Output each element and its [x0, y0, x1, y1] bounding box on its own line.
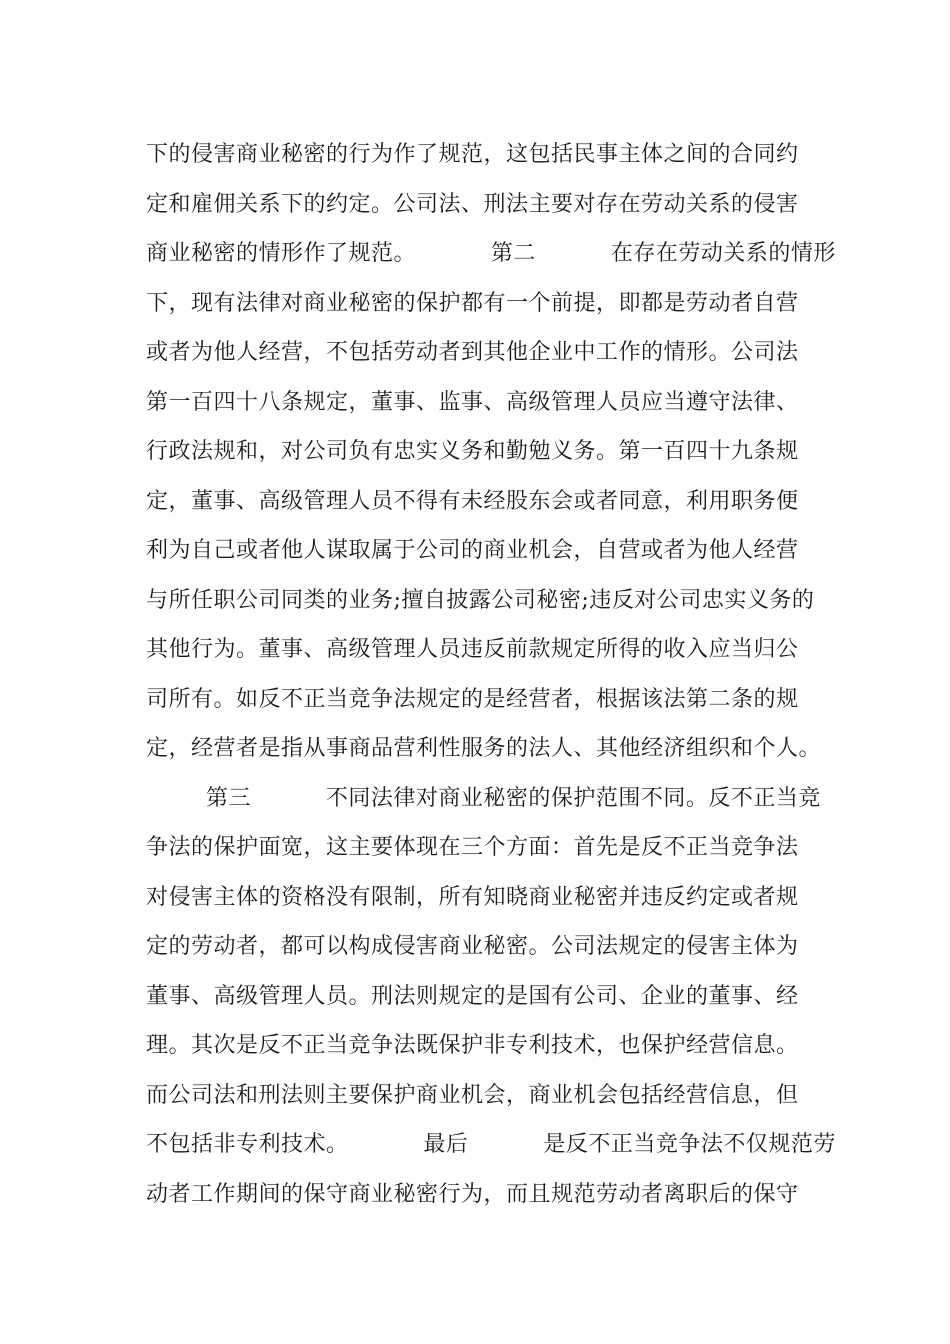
body-text — [146, 130, 836, 1219]
text-line: 而公司法和刑法则主要保护商业机会，商业机会包括经营信息，但 — [146, 1082, 799, 1108]
text-line: 对侵害主体的资格没有限制，所有知晓商业秘密并违反约定或者规 — [146, 884, 799, 910]
text-line: 动者工作期间的保守商业秘密行为，而且规范劳动者离职后的保守 — [146, 1181, 799, 1207]
text-line: 利为自己或者他人谋取属于公司的商业机会，自营或者为他人经营 — [146, 538, 799, 563]
text-line: 定的劳动者，都可以构成侵害商业秘密。公司法规定的侵害主体为 — [146, 934, 799, 959]
text-line: 司所有。如反不正当竞争法规定的是经营者，根据该法第二条的规 — [146, 686, 799, 712]
text-line: 董事、高级管理人员。刑法则规定的是国有公司、企业的董事、经 — [146, 983, 799, 1009]
text-line: 或者为他人经营，不包括劳动者到其他企业中工作的情形。公司法 — [146, 340, 799, 365]
text-line: 争法的保护面宽，这主要体现在三个方面：首先是反不正当竞争法 — [146, 835, 799, 860]
text-line: 第三 不同法律对商业秘密的保护范围不同。反不正当竞 — [146, 785, 821, 811]
text-line: 行政法规和，对公司负有忠实义务和勤勉义务。第一百四十九条规 — [146, 439, 799, 464]
text-line: 下，现有法律对商业秘密的保护都有一个前提，即都是劳动者自营 — [146, 290, 799, 316]
text-line: 下的侵害商业秘密的行为作了规范，这包括民事主体之间的合同约 — [146, 142, 799, 167]
text-line: 定和雇佣关系下的约定。公司法、刑法主要对存在劳动关系的侵害 — [146, 191, 799, 217]
text-line: 定，经营者是指从事商品营利性服务的法人、其他经济组织和个人。 — [146, 736, 822, 761]
text-line: 其他行为。董事、高级管理人员违反前款规定所得的收入应当归公 — [146, 637, 799, 662]
text-line: 第一百四十八条规定，董事、监事、高级管理人员应当遵守法律、 — [146, 389, 799, 415]
text-line: 与所任职公司同类的业务;擅自披露公司秘密;违反对公司忠实义务的 — [146, 587, 815, 613]
text-line: 定，董事、高级管理人员不得有未经股东会或者同意，利用职务便 — [146, 488, 799, 514]
text-line: 商业秘密的情形作了规范。 第二 在存在劳动关系的情形 — [146, 241, 836, 266]
text-line: 不包括非专利技术。 最后 是反不正当竞争法不仅规范劳 — [146, 1132, 836, 1157]
text-line: 理。其次是反不正当竞争法既保护非专利技术，也保护经营信息。 — [146, 1033, 799, 1058]
